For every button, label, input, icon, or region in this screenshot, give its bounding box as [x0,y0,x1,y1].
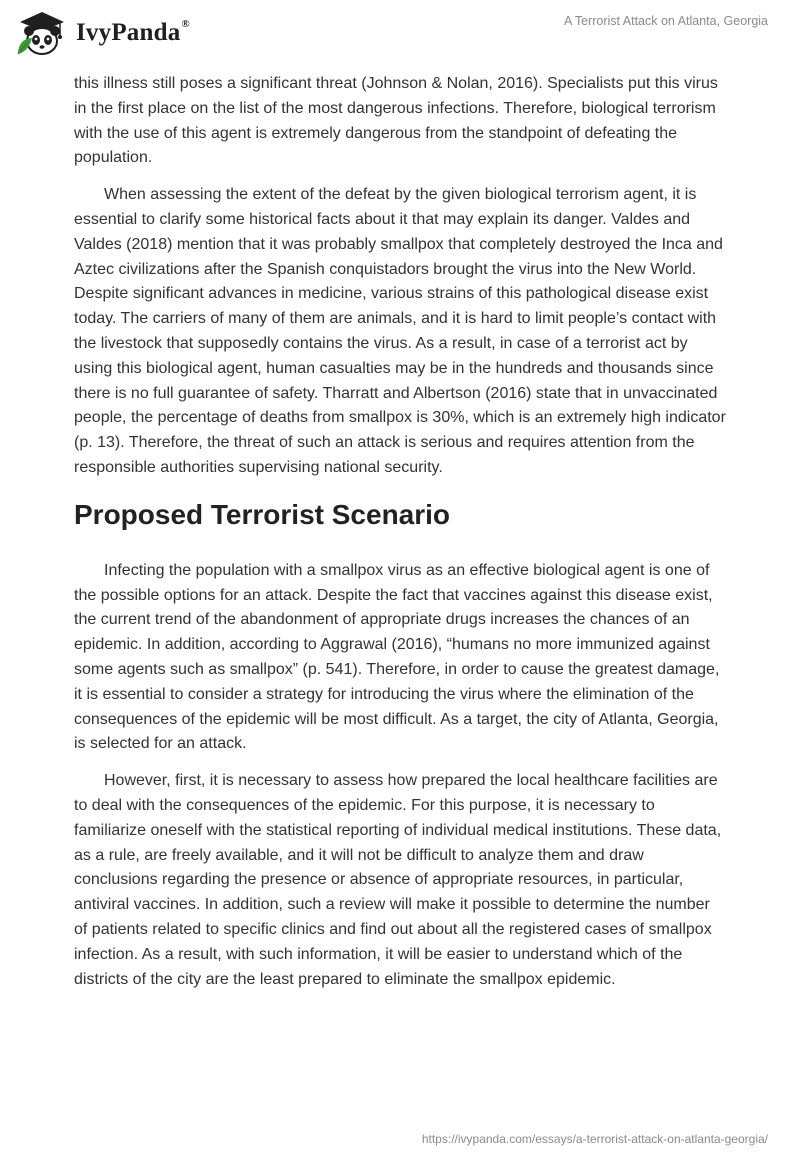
page-header [0,0,800,72]
document-title: A Terrorist Attack on Atlanta, Georgia [563,14,768,28]
paragraph: However, first, it is necessary to assess how prepared the local healthcare facilities are to deal with the consequences of the epidemic. For this purpose, it is necessary to familiarize oneself with the statistical reporting of individual medical institutions. These data, as a rule, are freely available, and it will not be difficult to analyze them and draw conclusions regarding the presence or absence of appropriate resources, in particular, antiviral vaccines. In addition, such a review will make it possible to determine the number of patients related to specific clinics and find out about all the registered cases of smallpox infection. As a result, with such information, it will be easier to understand which of the districts of the city are the least prepared to eliminate the smallpox epidemic. [74,772,722,988]
paragraph: When assessing the extent of the defeat by the given biological terrorism agent, it is essential to clarify some historical facts about it that may explain its danger. Valdes and Valdes (2018) mention that it was probably smallpox that completely destroyed the Inca and Aztec civilizations after the Spanish conquistadors brought the virus into the New World. Despite significant advances in medicine, various strains of this pathological disease exist today. The carriers of many of them are animals, and it is hard to limit people’s contact with the livestock that supposedly contains the virus. As a result, in case of a terrorist act by using this biological agent, human casualties may be in the hundreds and thousands since there is no full guarantee of safety. Tharratt and Albertson (2016) state that in unvaccinated people, the percentage of deaths from smallpox is 30%, which is an extremely high indicator (p. 13). Therefore, the threat of such an attack is serious and requires attention from the responsible authorities supervising national security. [74,186,726,476]
section-heading: Proposed Terrorist Scenario [74,498,451,530]
paragraph-continued: this illness still poses a significant threat (Johnson & Nolan, 2016). Specialists put this virus in the first place on the list of the most dangerous infections. Therefore, biological terrorism with the use of this agent is extremely dangerous from the standpoint of defeating the population. [74,75,718,167]
paragraph: Infecting the population with a smallpox virus as an effective biological agent is one of the possible options for an attack. Despite the fact that vaccines against this disease exist, the current trend of the abandonment of appropriate drugs increases the chances of an epidemic. In addition, according to Aggrawal (2016), “humans no more immunized against some agents such as smallpox” (p. 541). Therefore, in order to cause the greatest damage, it is essential to consider a strategy for introducing the virus where the elimination of the consequences of the epidemic will be most difficult. As a target, the city of Atlanta, Georgia, is selected for an attack. [74,561,720,753]
source-url[interactable]: https://ivypanda.com/essays/a-terrorist-attack-on-atlanta-georgia/ [421,1132,768,1146]
ivypanda-logo[interactable] [12,8,190,58]
panda-graduate-icon [12,8,70,58]
brand-name: IvyPanda® [76,17,190,46]
essay-body [74,72,726,1004]
